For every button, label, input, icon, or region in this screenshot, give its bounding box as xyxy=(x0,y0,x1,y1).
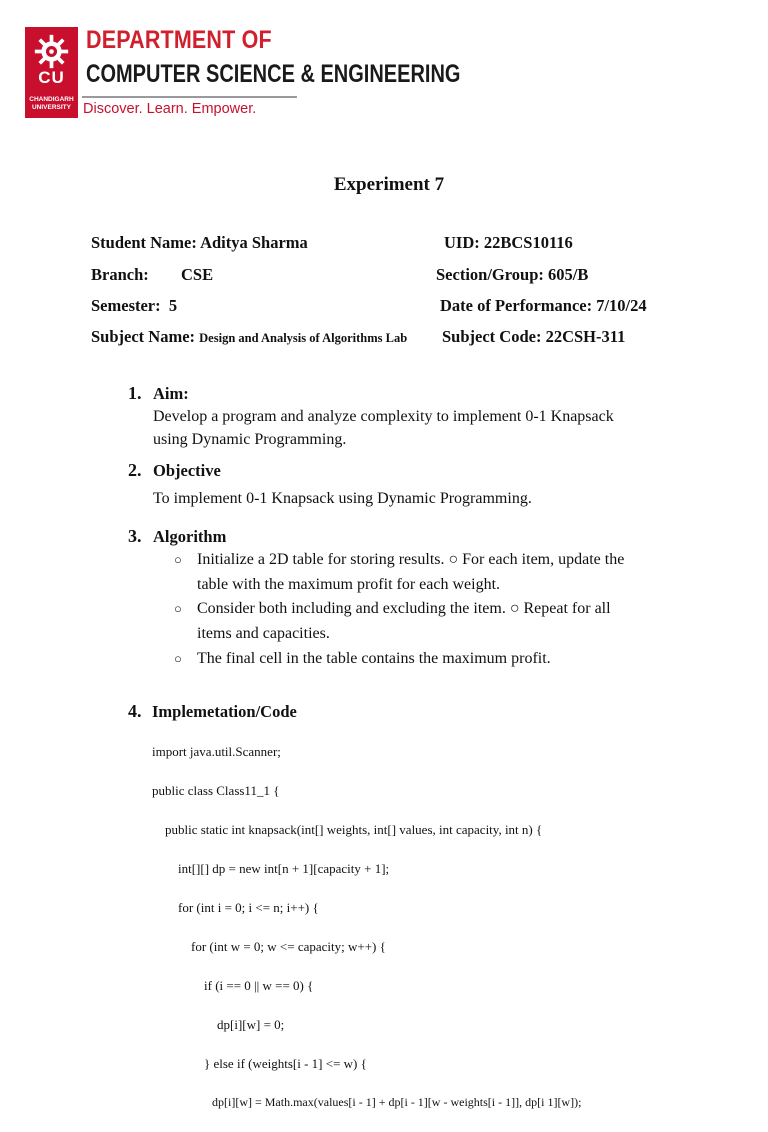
department-title-line1: DEPARTMENT OF xyxy=(86,26,272,54)
list-item xyxy=(174,646,551,671)
branch-value: CSE xyxy=(181,265,214,284)
logo-text: CU xyxy=(38,68,65,87)
page-title: Experiment 7 xyxy=(333,174,445,195)
semester: Semester: 5 xyxy=(91,296,178,315)
code-line: dp[i][w] = 0; xyxy=(152,1016,285,1032)
aim-line: using Dynamic Programming. xyxy=(153,431,347,448)
bullet-line: items and capacities. xyxy=(197,625,330,642)
code-line: public static int knapsack(int[] weights, int[] values, int capacity, int n) { xyxy=(152,821,543,837)
subject-code: Subject Code: 22CSH-311 xyxy=(442,327,626,346)
bullet-marker-icon: ○ xyxy=(174,601,182,616)
tagline: Discover. Learn. Empower. xyxy=(83,101,257,117)
uid: UID: 22BCS10116 xyxy=(444,233,573,252)
list-item xyxy=(174,596,611,646)
gear-emblem-icon xyxy=(33,33,70,70)
code-line: dp[i][w] = Math.max(values[i - 1] + dp[i - 1][w - weights[i - 1]], dp[i 1][w]); xyxy=(152,1094,582,1109)
code-line: for (int w = 0; w <= capacity; w++) { xyxy=(152,938,386,954)
section-number: 1. xyxy=(128,383,142,403)
university-logo xyxy=(25,27,78,118)
section-number: 4. xyxy=(128,701,142,721)
code-line: public class Class11_1 { xyxy=(152,782,280,798)
section-group: Section/Group: 605/B xyxy=(436,265,589,284)
section-heading-objective: Objective xyxy=(153,461,221,480)
section-number: 2. xyxy=(128,460,142,480)
subject-name-label: Subject Name: xyxy=(91,327,196,346)
objective-text: To implement 0-1 Knapsack using Dynamic Programming. xyxy=(153,490,532,507)
date-of-performance: Date of Performance: 7/10/24 xyxy=(440,296,647,315)
aim-text xyxy=(153,405,614,451)
section-heading-aim: Aim: xyxy=(153,384,189,403)
code-line: for (int i = 0; i <= n; i++) { xyxy=(152,899,319,915)
subject-name-value: Design and Analysis of Algorithms Lab xyxy=(199,331,408,345)
code-line: import java.util.Scanner; xyxy=(152,743,281,759)
section-heading-code: Implemetation/Code xyxy=(152,702,297,721)
code-line: if (i == 0 || w == 0) { xyxy=(152,977,314,993)
code-line: int[][] dp = new int[n + 1][capacity + 1]; xyxy=(152,860,390,876)
aim-line: Develop a program and analyze complexity to implement 0-1 Knapsack xyxy=(153,408,614,425)
bullet-marker-icon: ○ xyxy=(174,552,182,567)
code-line: } else if (weights[i - 1] <= w) { xyxy=(152,1055,367,1071)
list-item xyxy=(174,547,624,597)
section-heading-algorithm: Algorithm xyxy=(153,527,227,546)
logo-university-name: CHANDIGARH UNIVERSITY xyxy=(29,96,74,111)
header-divider xyxy=(82,96,297,98)
bullet-line: Initialize a 2D table for storing results. ○ For each item, update the xyxy=(197,551,625,568)
branch-label: Branch: xyxy=(91,265,149,284)
department-title-line2: COMPUTER SCIENCE & ENGINEERING xyxy=(86,60,461,88)
bullet-marker-icon: ○ xyxy=(174,651,182,666)
code-block xyxy=(152,722,581,1132)
student-name: Student Name: Aditya Sharma xyxy=(91,233,308,252)
bullet-line: The final cell in the table contains the maximum profit. xyxy=(197,650,551,667)
bullet-line: table with the maximum profit for each weight. xyxy=(197,576,501,593)
subject-name xyxy=(91,327,407,347)
section-number: 3. xyxy=(128,526,142,546)
bullet-line: Consider both including and excluding the item. ○ Repeat for all xyxy=(197,600,611,617)
